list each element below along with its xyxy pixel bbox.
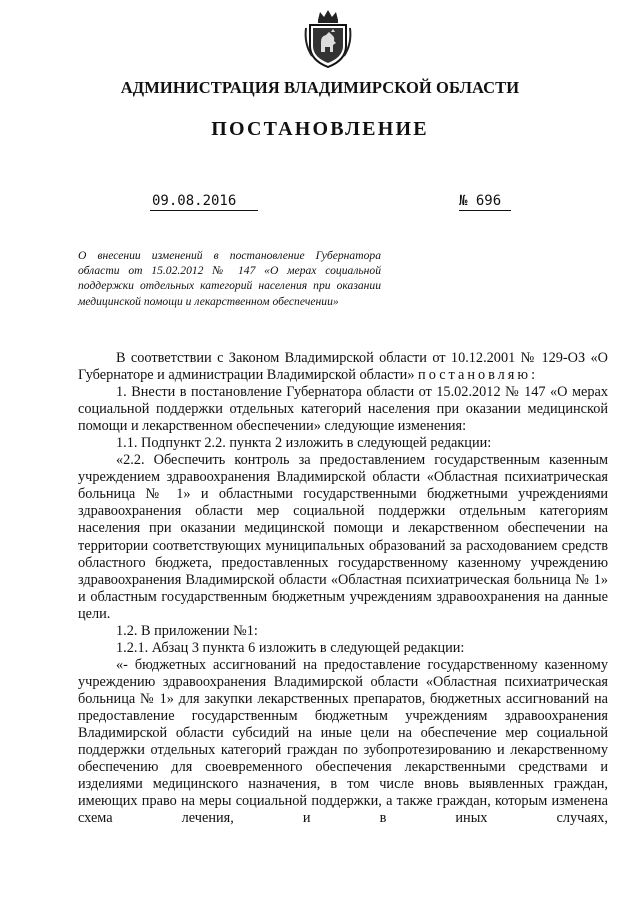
- document-body: [78, 350, 608, 827]
- preamble-text: В соответствии с Законом Владимирской области от 10.12.2001 № 129-ОЗ «О Губернаторе и администрации Владимирской области»: [78, 350, 608, 384]
- paragraph-quote: «- бюджетных ассигнований на предоставление государственному казенному учреждению здравоохранения Владимирской области «Областная психиатрическая больница № 1» для закупки лекарственных препаратов, бюджетных ассигнований на предоставление государственным бюджетным учреждениям здравоохранения Владимирской области субсидий на иные цели на обеспечение мер социальной поддержки отдельных категорий граждан по зубопротезированию и лекарственному обеспечению для своевременного обеспечения лекарственными средствами и изделиями медицинского назначения, в том числе вновь выявленных граждан, имеющих право на меры социальной поддержки, а также граждан, которым изменена схема лечения, и в иных случаях,: [78, 656, 608, 827]
- document-subject: О внесении изменений в постановление Губернатора области от 15.02.2012 № 147 «О мерах социальной поддержки отдельных категорий населения при оказании медицинской помощи и лекарственном обеспечении»: [78, 249, 381, 308]
- paragraph-1-2: 1.2. В приложении №1:: [116, 622, 258, 639]
- paragraph-1-1: 1.1. Подпункт 2.2. пункта 2 изложить в следующей редакции:: [116, 435, 492, 452]
- document-number: № 696: [459, 193, 511, 211]
- document-date: 09.08.2016: [150, 193, 258, 211]
- preamble-paragraph: [78, 350, 608, 384]
- paragraph-1-2-1: 1.2.1. Абзац 3 пункта 6 изложить в следующей редакции:: [116, 639, 465, 656]
- paragraph-2-2: «2.2. Обеспечить контроль за предоставлением государственным казенным учреждением здравоохранения Владимирской области «Областная психиатрическая больница № 1» и областными государственными бюджетными учреждениями здравоохранения области мер социальной поддержки отдельным категориям населения при оказании медицинской помощи и лекарственном обеспечении на территории соответствующих муниципальных образований за расходованием средств областного бюджета, предоставленных государственному казенному учреждению здравоохранения Владимирской области «Областная психиатрическая больница № 1» и областным государственным бюджетным учреждениям здравоохранения на данные цели.: [78, 452, 608, 622]
- document-type: ПОСТАНОВЛЕНИЕ: [211, 118, 429, 140]
- paragraph-1: 1. Внести в постановление Губернатора области от 15.02.2012 № 147 «О мерах социальной поддержки отдельных категорий населения при оказании медицинской помощи и лекарственном обеспечении» следующие изменения:: [78, 384, 608, 435]
- coat-of-arms-icon: [302, 8, 354, 70]
- resolve-word: постановляю:: [418, 367, 539, 384]
- organization-name: АДМИНИСТРАЦИЯ ВЛАДИМИРСКОЙ ОБЛАСТИ: [120, 78, 520, 97]
